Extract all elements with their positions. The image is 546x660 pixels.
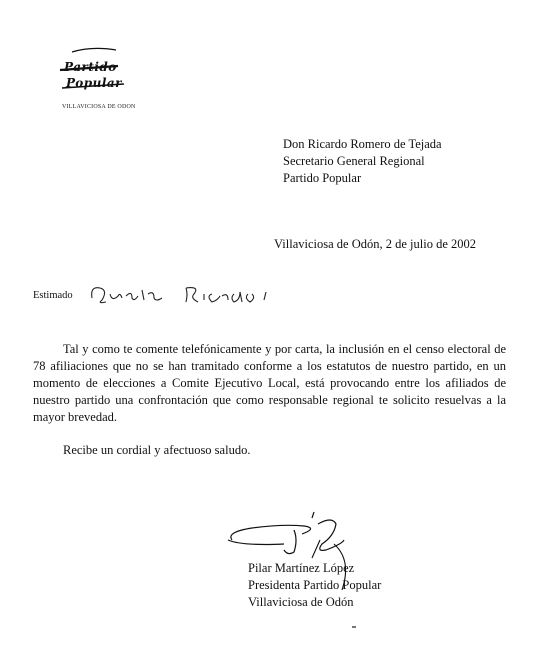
recipient-address	[283, 136, 442, 187]
recipient-organization: Partido Popular	[283, 171, 362, 185]
signatory-location: Villaviciosa de Odón	[248, 595, 354, 609]
party-logo	[58, 44, 154, 98]
signatory-name: Pilar Martínez López	[248, 561, 355, 575]
letterhead-location: VILLAVICIOSA DE ODON	[62, 104, 136, 110]
closing-line: Recibe un cordial y afectuoso saludo.	[63, 443, 251, 457]
signatory-position: Presidenta Partido Popular	[248, 578, 382, 592]
recipient-title: Secretario General Regional	[283, 154, 425, 168]
signature-block	[248, 560, 381, 611]
body-paragraph: Tal y como te comente telefónicamente y por carta, la inclusión en el censo electoral de 78 afiliaciones que no se han tramitado conforme a los estatutos de nuestro partido, en un momento de elecciones a Comite Ejecutivo Local, está provocando entre los afiliados de nuestro partido una confrontación que como responsable regional te solicito resuelvas a la mayor brevedad.	[33, 342, 506, 424]
recipient-name: Don Ricardo Romero de Tejada	[283, 137, 442, 151]
handwritten-greeting	[88, 280, 288, 308]
logo-text-partido: Partido	[64, 60, 117, 74]
page-mark	[352, 626, 356, 628]
logo-text-popular: Popular	[66, 76, 122, 90]
greeting-printed: Estimado	[33, 290, 73, 301]
date-line: Villaviciosa de Odón, 2 de julio de 2002	[274, 237, 476, 251]
